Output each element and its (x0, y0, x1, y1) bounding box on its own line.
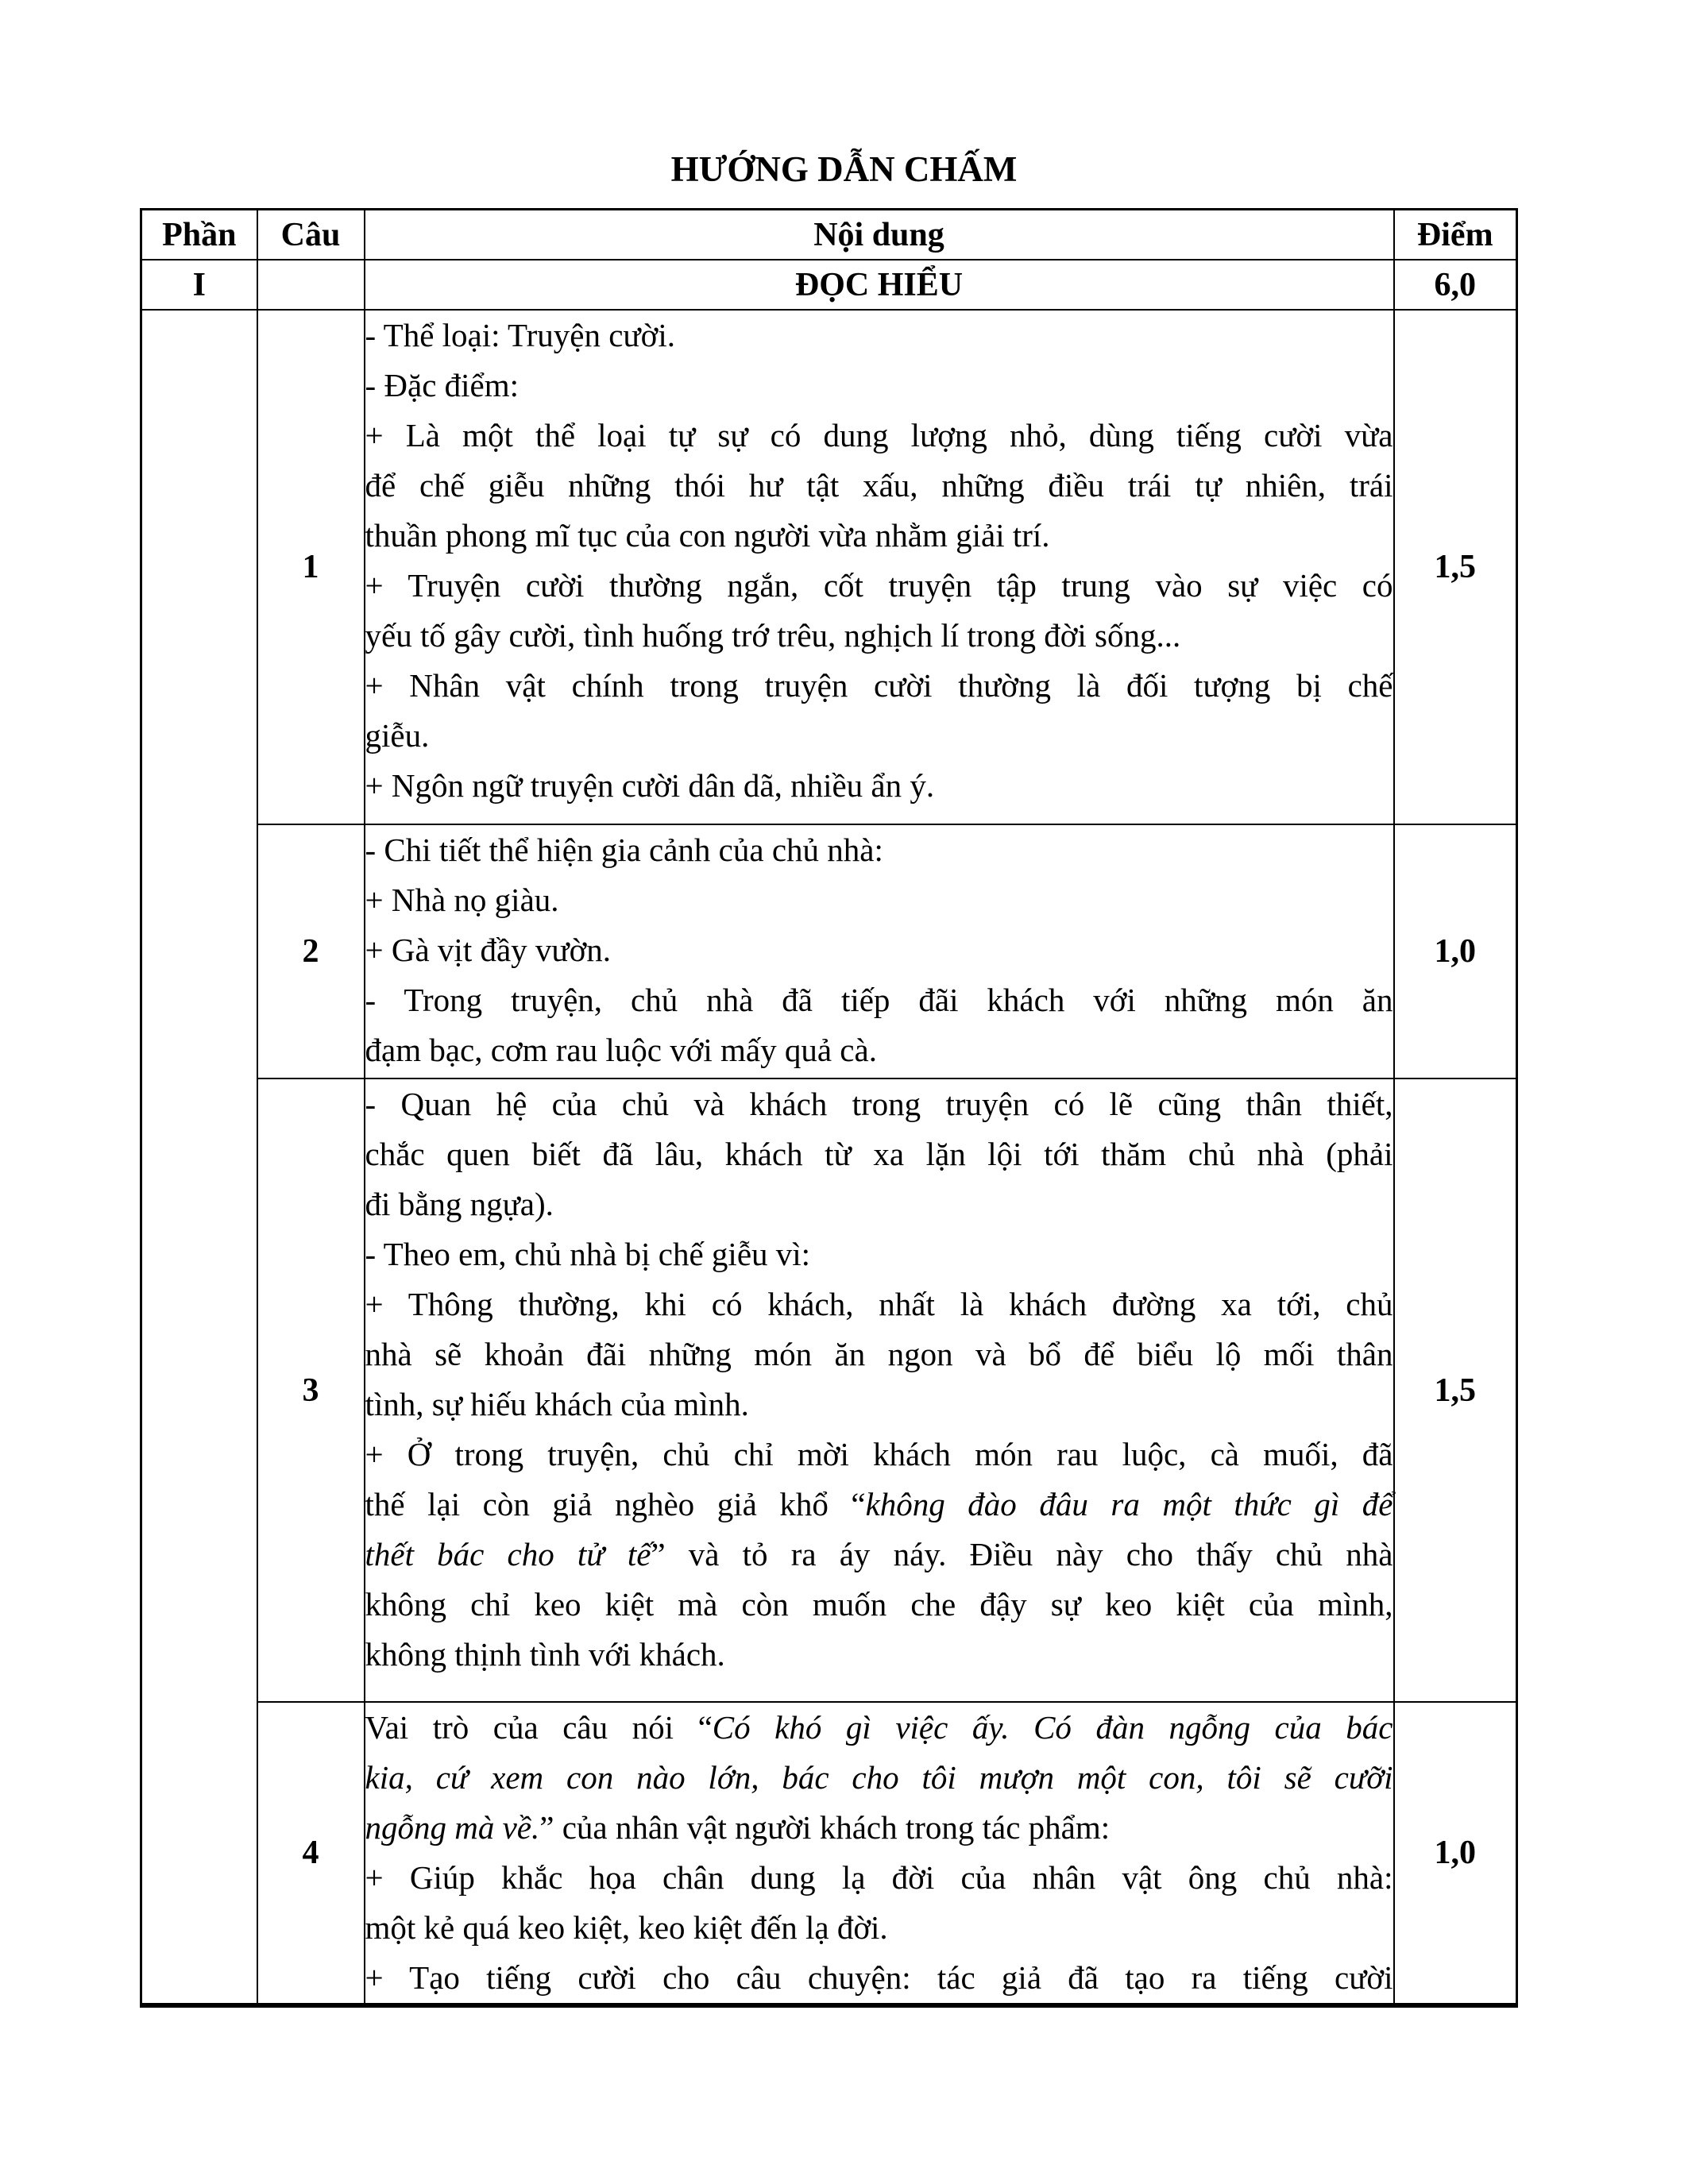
text-run: + Ngôn ngữ truyện cười dân dã, nhiều ẩn ý. (365, 767, 935, 804)
text-line (365, 711, 1393, 761)
paragraph (365, 875, 1393, 925)
question-number-cell: 1 (257, 310, 365, 824)
table-row (141, 1702, 1517, 2005)
paragraph (365, 561, 1393, 661)
column-header-question: Câu (257, 210, 365, 260)
text-line (365, 311, 1393, 361)
paragraph (365, 1853, 1393, 1953)
table-row (141, 824, 1517, 1078)
paragraph (365, 1953, 1393, 2003)
text-line (365, 1329, 1393, 1379)
question-number-cell: 3 (257, 1078, 365, 1702)
text-run: + Giúp khắc họa chân dung lạ đời của nhân vật ông chủ nhà: (365, 1859, 1393, 1896)
paragraph (365, 975, 1393, 1075)
score-cell: 6,0 (1394, 260, 1517, 310)
text-run: không thịnh tình với khách. (365, 1636, 725, 1673)
table-row (141, 310, 1517, 824)
text-line (365, 1279, 1393, 1329)
text-run: - Quan hệ của chủ và khách trong truyện có lẽ cũng thân thiết, (365, 1086, 1393, 1122)
column-header-part: Phần (141, 210, 257, 260)
paragraph (365, 361, 1393, 411)
table-body (141, 260, 1517, 2005)
score-cell: 1,0 (1394, 824, 1517, 1078)
text-line (365, 461, 1393, 511)
paragraph (365, 1079, 1393, 1229)
table-row (141, 1078, 1517, 1702)
score-cell: 1,5 (1394, 1078, 1517, 1702)
paragraph (365, 761, 1393, 811)
text-run: ” và tỏ ra áy náy. Điều này cho thấy chủ nhà (651, 1536, 1393, 1572)
text-line (365, 1430, 1393, 1480)
paragraph (365, 1703, 1393, 1853)
question-number-cell: 4 (257, 1702, 365, 2005)
text-line (365, 1580, 1393, 1630)
score-cell: 1,0 (1394, 1702, 1517, 2005)
text-line (365, 1753, 1393, 1803)
text-line (365, 561, 1393, 611)
text-run: chắc quen biết đã lâu, khách từ xa lặn lội tới thăm chủ nhà (phải (365, 1136, 1393, 1172)
text-run: + Nhà nọ giàu. (365, 882, 559, 918)
text-run: đi bằng ngựa). (365, 1186, 554, 1222)
text-run: để chế giễu những thói hư tật xấu, những điều trái tự nhiên, trái (365, 467, 1393, 504)
text-run: Có khó gì việc ấy. Có đàn ngỗng của bác (712, 1709, 1393, 1746)
score-cell: 1,5 (1394, 310, 1517, 824)
paragraph (365, 661, 1393, 761)
grading-table (140, 208, 1518, 2008)
text-run: + Là một thể loại tự sự có dung lượng nhỏ, dùng tiếng cười vừa (365, 417, 1393, 453)
text-line (365, 1129, 1393, 1179)
text-line (365, 1803, 1393, 1853)
table-header (141, 210, 1517, 260)
text-run: - Chi tiết thể hiện gia cảnh của chủ nhà: (365, 832, 883, 868)
text-line (365, 661, 1393, 711)
text-line (365, 1703, 1393, 1753)
text-line (365, 825, 1393, 875)
text-line (365, 511, 1393, 561)
text-run: - Đặc điểm: (365, 367, 520, 403)
paragraph (365, 825, 1393, 875)
text-run: + Ở trong truyện, chủ chỉ mời khách món rau luộc, cà muối, đã (365, 1436, 1393, 1472)
section-title-cell: ĐỌC HIỂU (365, 260, 1394, 310)
text-run: + Gà vịt đầy vườn. (365, 932, 612, 968)
part-cell-empty (141, 310, 257, 2005)
text-line (365, 611, 1393, 661)
text-line (365, 925, 1393, 975)
question-number-cell (257, 260, 365, 310)
text-line (365, 1630, 1393, 1680)
text-line (365, 411, 1393, 461)
text-run: yếu tố gây cười, tình huống trớ trêu, nghịch lí trong đời sống... (365, 617, 1181, 654)
text-line (365, 1903, 1393, 1953)
text-run: không đào đâu ra một thức gì để (865, 1486, 1393, 1522)
paragraph (365, 411, 1393, 561)
paragraph (365, 925, 1393, 975)
content-cell (365, 1078, 1394, 1702)
paragraph (365, 1430, 1393, 1680)
section-row (141, 260, 1517, 310)
text-run: ” của nhân vật người khách trong tác phẩm: (539, 1809, 1111, 1846)
text-run: kia, cứ xem con nào lớn, bác cho tôi mượn một con, tôi sẽ cưỡi (365, 1759, 1393, 1796)
text-run: thế lại còn giả nghèo giả khổ “ (365, 1486, 866, 1522)
text-line (365, 1853, 1393, 1903)
text-run: tình, sự hiếu khách của mình. (365, 1386, 749, 1422)
text-line (365, 1953, 1393, 2003)
text-run: Vai trò của câu nói “ (365, 1709, 713, 1746)
text-line (365, 975, 1393, 1025)
text-run: một kẻ quá keo kiệt, keo kiệt đến lạ đời. (365, 1909, 888, 1946)
text-line (365, 361, 1393, 411)
text-run: + Nhân vật chính trong truyện cười thường là đối tượng bị chế (365, 667, 1393, 704)
text-run: giễu. (365, 717, 430, 754)
text-line (365, 1079, 1393, 1129)
text-run: nhà sẽ khoản đãi những món ăn ngon và bổ để biểu lộ mối thân (365, 1336, 1393, 1372)
page-title: HƯỚNG DẪN CHẤM (670, 149, 1018, 189)
text-run: ngỗng mà về. (365, 1809, 540, 1846)
text-run: - Trong truyện, chủ nhà đã tiếp đãi khách với những món ăn (365, 982, 1393, 1018)
text-run: + Truyện cười thường ngắn, cốt truyện tập trung vào sự việc có (365, 567, 1393, 604)
paragraph (365, 311, 1393, 361)
content-cell (365, 1702, 1394, 2005)
content-cell (365, 310, 1394, 824)
paragraph (365, 1229, 1393, 1279)
text-run: đạm bạc, cơm rau luộc với mấy quả cà. (365, 1032, 877, 1068)
text-line (365, 1480, 1393, 1530)
header-row (141, 210, 1517, 260)
content-cell (365, 824, 1394, 1078)
part-cell: I (141, 260, 257, 310)
text-run: - Theo em, chủ nhà bị chế giễu vì: (365, 1236, 811, 1272)
text-line (365, 1025, 1393, 1075)
text-run: + Tạo tiếng cười cho câu chuyện: tác giả đã tạo ra tiếng cười (365, 1959, 1393, 1996)
text-line (365, 1179, 1393, 1229)
text-line (365, 761, 1393, 811)
column-header-score: Điểm (1394, 210, 1517, 260)
text-run: + Thông thường, khi có khách, nhất là khách đường xa tới, chủ (365, 1286, 1393, 1322)
text-run: - Thể loại: Truyện cười. (365, 317, 675, 353)
text-line (365, 1229, 1393, 1279)
column-header-content: Nội dung (365, 210, 1394, 260)
question-number-cell: 2 (257, 824, 365, 1078)
paragraph (365, 1279, 1393, 1430)
text-run: thuần phong mĩ tục của con người vừa nhằm giải trí. (365, 517, 1050, 554)
text-run: thết bác cho tử tế (365, 1536, 651, 1572)
text-line (365, 1530, 1393, 1580)
text-run: không chỉ keo kiệt mà còn muốn che đậy sự keo kiệt của mình, (365, 1586, 1393, 1623)
text-line (365, 875, 1393, 925)
text-line (365, 1379, 1393, 1430)
